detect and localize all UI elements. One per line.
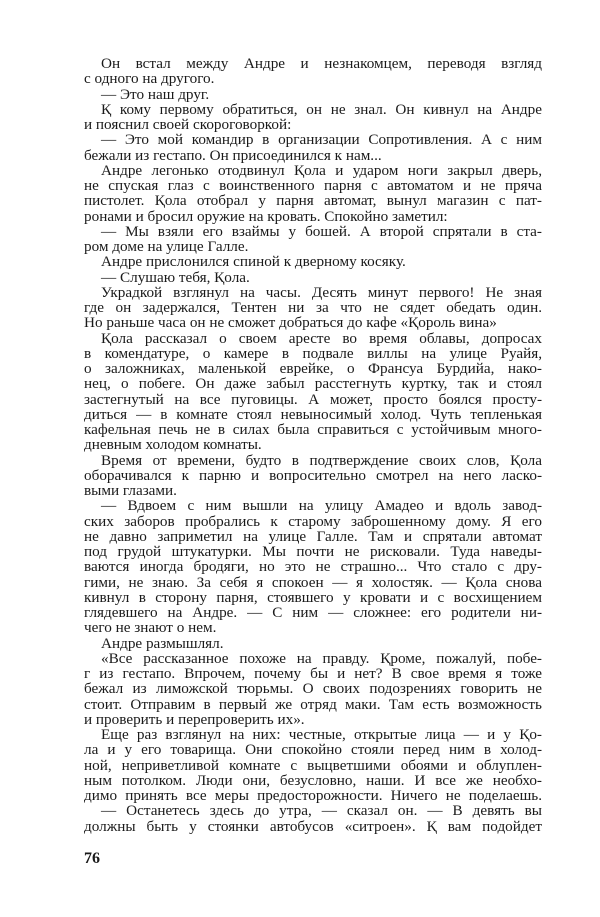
- text-line: Андре легонько отодвинул Қола и ударом ноги закрыл дверь,: [101, 161, 542, 179]
- text-line: под грудой штукатурки. Мы почти не рисковали. Туда наведы-: [84, 543, 542, 560]
- text-line: — Вдвоем с ним вышли на улицу Амадео и вдоль завод-: [101, 497, 542, 515]
- text-line: ла и у его товарища. Они спокойно стояли перед ним в холод-: [84, 741, 542, 759]
- text-line: димо принять все меры предосторожности. Ничего не поделаешь.: [84, 787, 542, 804]
- page-number: 76: [84, 850, 100, 867]
- text-line: дневным холодом комнаты.: [84, 436, 262, 454]
- text-line: — Это наш друг.: [101, 85, 210, 103]
- text-line: кивнул в сторону парня, стоявшего у кровати и с восхищением: [84, 588, 542, 606]
- text-line: ронами и бросил оружие на кровать. Спокойно заметил:: [84, 207, 448, 225]
- text-line: и пояснил своей скороговоркой:: [84, 116, 292, 133]
- text-line: глядевшего на Андре. — С ним — сложнее: его родители ни-: [84, 604, 542, 621]
- text-line: «Все рассказанное похоже на правду. Қроме, пожалуй, побе-: [101, 649, 542, 667]
- text-line: г из гестапо. Впрочем, почему бы и нет? В свое время я тоже: [84, 665, 542, 682]
- text-line: чего не знают о нем.: [84, 619, 217, 637]
- book-page-text: [84, 56, 542, 834]
- text-line: нец, о побеге. Он даже забыл расстегнуть куртку, так и стоял: [84, 375, 542, 393]
- text-line: гими, не знаю. За себя я спокоен — я холостяк. — Қола снова: [84, 573, 542, 591]
- text-line: Андре прислонился спиной к дверному косяку.: [101, 253, 406, 271]
- text-line: о заложниках, маленькой еврейке, о Франсуа Бурдийа, нако-: [84, 360, 542, 377]
- text-line: пистолет. Қола отобрал у парня автомат, вынул магазин с пат-: [84, 192, 542, 210]
- text-line: застегнутый на все пуговицы. А может, просто боялся просту-: [84, 390, 542, 408]
- text-line: Қ кому первому обратиться, он не знал. Он кивнул на Андре: [101, 100, 542, 118]
- text-line: оборачивался к парню и вопросительно смотрел на него ласко-: [84, 466, 542, 484]
- text-line: ным потолком. Люди они, безусловно, наши. И все же необхо-: [84, 771, 542, 789]
- text-line: с одного на другого.: [84, 70, 215, 88]
- text-line: ной, неприветливой комнате с выцветшими обоями и облуплен-: [84, 756, 542, 774]
- text-line: Время от времени, будто в подтверждение своих слов, Қола: [101, 451, 542, 469]
- text-line: стоит. Отправим в первый же отряд маки. Там есть возможность: [84, 695, 542, 713]
- text-line: не спуская глаз с воинственного парня с автоматом и не пряча: [84, 177, 542, 194]
- text-line: Он встал между Андре и незнакомцем, переводя взгляд: [101, 55, 542, 72]
- text-line: где он задержался, Тентен ни за что не сядет обедать один.: [84, 299, 542, 316]
- text-line: бежали из гестапо. Он присоединился к нам...: [84, 146, 382, 164]
- text-line: — Слушаю тебя, Қола.: [101, 268, 250, 286]
- text-line: Қола рассказал о своем аресте во время облавы, допросах: [101, 329, 542, 347]
- text-line: Украдкой взглянул на часы. Десять минут первого! Не зная: [101, 283, 542, 301]
- text-line: ских заборов пробрались к старому заброшенному дому. Я его: [84, 512, 542, 530]
- text-line: в комендатуре, о камере в подвале виллы на улице Руайя,: [84, 344, 542, 362]
- text-line: — Это мой командир в организации Сопротивления. А с ним: [101, 131, 542, 149]
- text-line: бежал из лиможской тюрьмы. О своих подозрениях говорить не: [84, 680, 542, 698]
- text-line: — Останетесь здесь до утра, — сказал он. — В девять вы: [101, 802, 542, 820]
- text-line: выми глазами.: [84, 482, 177, 499]
- text-line: ваются иногда бродяги, но это не страшно... Что стало с дру-: [84, 558, 542, 576]
- text-line: ром доме на улице Галле.: [84, 238, 249, 255]
- text-line: должны быть у стоянки автобусов «ситроен». Қ вам подойдет: [84, 817, 542, 835]
- text-line: не давно заприметил на улице Галле. Там и спрятали автомат: [84, 527, 542, 545]
- text-line: диться — в комнате стоял невыносимый холод. Чуть тепленькая: [84, 405, 542, 423]
- text-line: кафельная печь не в силах была справиться с устойчивым много-: [84, 421, 542, 438]
- text-line: Андре размышлял.: [101, 634, 224, 652]
- text-line: Но раньше часа он не сможет добраться до кафе «Қороль вина»: [84, 314, 497, 332]
- text-line: и проверить и перепроверить их».: [84, 710, 305, 728]
- text-line: Еще раз взглянул на них: честные, открытые лица — и у Қо-: [101, 726, 542, 743]
- text-line: — Мы взяли его взаймы у бошей. А второй спрятали в ста-: [101, 222, 542, 240]
